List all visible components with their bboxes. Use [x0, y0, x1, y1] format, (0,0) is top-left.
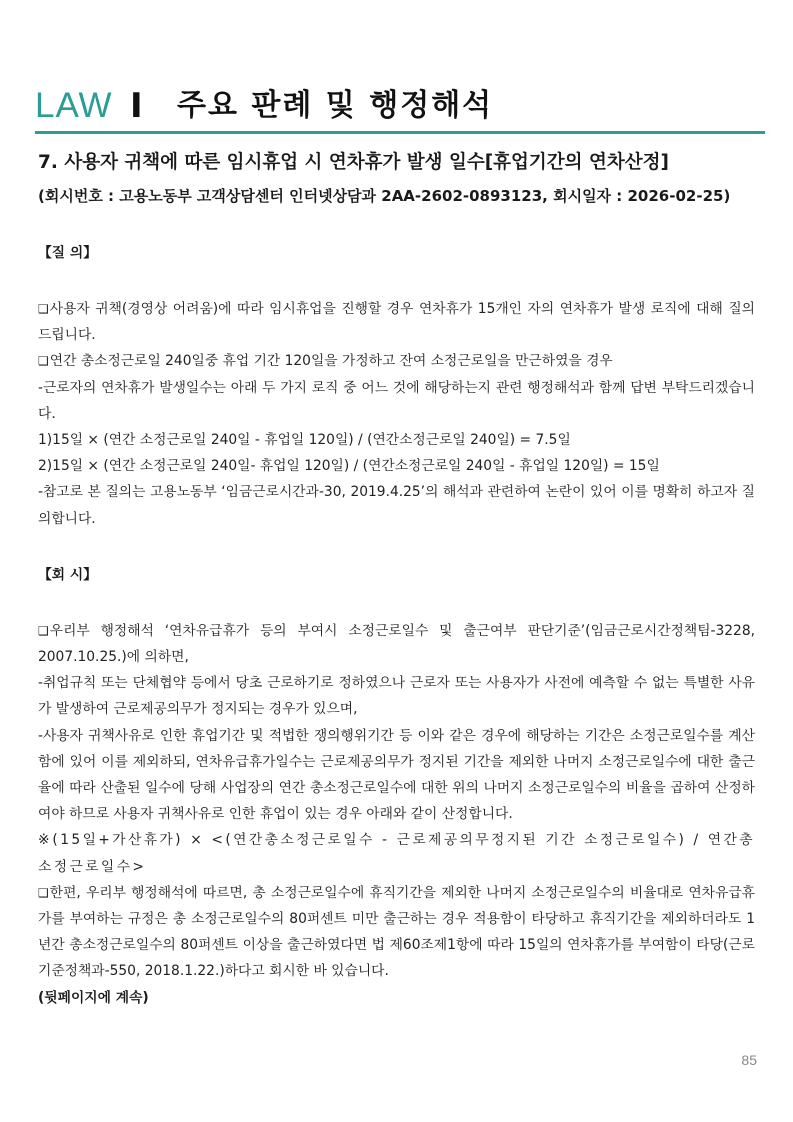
- question-paragraph: 1)15일 × (연간 소정근로일 240일 - 휴업일 120일) / (연간소정근로일 240일) = 7.5일: [38, 432, 571, 449]
- page-number: 85: [741, 1052, 757, 1068]
- checkbox-bullet-icon: ❑: [38, 885, 49, 900]
- answer-heading: 【회 시】: [38, 566, 98, 583]
- header-title: 주요 판례 및 행정해석: [177, 88, 494, 123]
- header-separator: I: [130, 86, 143, 126]
- header-rule: [35, 131, 765, 134]
- case-title: 7. 사용자 귀책에 따른 임시휴업 시 연차휴가 발생 일수[휴업기간의 연차산정]: [38, 152, 669, 173]
- checkbox-bullet-icon: ❑: [38, 623, 49, 638]
- continue-note: (뒷페이지에 계속): [38, 989, 149, 1006]
- page-header: [35, 84, 765, 134]
- answer-paragraph: ❑한편, 우리부 행정해석에 따르면, 총 소정근로일수에 휴직기간을 제외한 나머지 소정근로일수의 비율대로 연차유급휴가를 부여하는 규정은 총 소정근로일수의 80퍼센트 미만 출근하는 경우 적용함이 타당하고 휴직기간을 제외하더라도 1년간 총소정근로일수의 80퍼센트 이상을 출근하였다면 법 제60조제1항에 따라 15일의 연차휴가를 부여함이 타당(근로기준정책과-550, 2018.1.22.)하다고 회시한 바 있습니다.: [38, 884, 755, 980]
- answer-paragraph: -취업규칙 또는 단체협약 등에서 당초 근로하기로 정하였으나 근로자 또는 사용자가 사전에 예측할 수 없는 특별한 사유가 발생하여 근로제공의무가 정지되는 경우가 있으며,: [38, 675, 755, 718]
- checkbox-bullet-icon: ❑: [38, 302, 49, 316]
- document-body: [38, 146, 755, 1011]
- question-paragraph: -참고로 본 질의는 고용노동부 ‘임금근로시간과-30, 2019.4.25’의 해석과 관련하여 논란이 있어 이를 명확히 하고자 질의합니다.: [38, 484, 755, 527]
- question-heading: 【질 의】: [38, 245, 98, 261]
- answer-formula: ※(15일+가산휴가) × <(연간총소정근로일수 - 근로제공의무정지된 기간 소정근로일수) / 연간총소정근로일수>: [38, 832, 755, 875]
- question-paragraph: ❑사용자 귀책(경영상 어려움)에 따라 임시휴업을 진행할 경우 연차휴가 15개인 자의 연차휴가 발생 로직에 대해 질의 드립니다.: [38, 301, 755, 344]
- question-paragraph: -근로자의 연차휴가 발생일수는 아래 두 가지 로직 중 어느 것에 해당하는지 관련 행정해석과 함께 답변 부탁드리겠습니다.: [38, 379, 755, 422]
- question-paragraph: ❑연간 총소정근로일 240일중 휴업 기간 120일을 가정하고 잔여 소정근로일을 만근하였을 경우: [38, 353, 613, 370]
- question-body: [38, 296, 755, 532]
- question-paragraph: 2)15일 × (연간 소정근로일 240일- 휴업일 120일) / (연간소정근로일 240일 - 휴업일 120일) = 15일: [38, 458, 660, 475]
- checkbox-bullet-icon: ❑: [38, 354, 49, 369]
- answer-paragraph: ❑우리부 행정해석 ‘연차유급휴가 등의 부여시 소정근로일수 및 출근여부 판단기준’(임금근로시간정책팀-3228, 2007.10.25.)에 의하면,: [38, 622, 755, 666]
- case-meta: (회시번호 : 고용노동부 고객상담센터 인터넷상담과 2AA-2602-0893123, 회시일자 : 2026-02-25): [38, 187, 731, 205]
- law-label: LAW: [35, 86, 113, 125]
- answer-paragraph: -사용자 귀책사유로 인한 휴업기간 및 적법한 쟁의행위기간 등 이와 같은 경우에 해당하는 기간은 소정근로일수를 계산함에 있어 이를 제외하되, 연차유급휴가일수는 근로제공의무가 정지된 기간을 제외한 나머지 소정근로일수에 대한 출근율에 따라 산출된 일수에 당해 사업장의 연간 총소정근로일수에 대한 위의 나머지 소정근로일수의 비율을 곱하여 산정하여야 하므로 사용자 귀책사유로 인한 휴업이 있는 경우 아래와 같이 산정합니다.: [38, 727, 755, 823]
- answer-body: [38, 618, 755, 985]
